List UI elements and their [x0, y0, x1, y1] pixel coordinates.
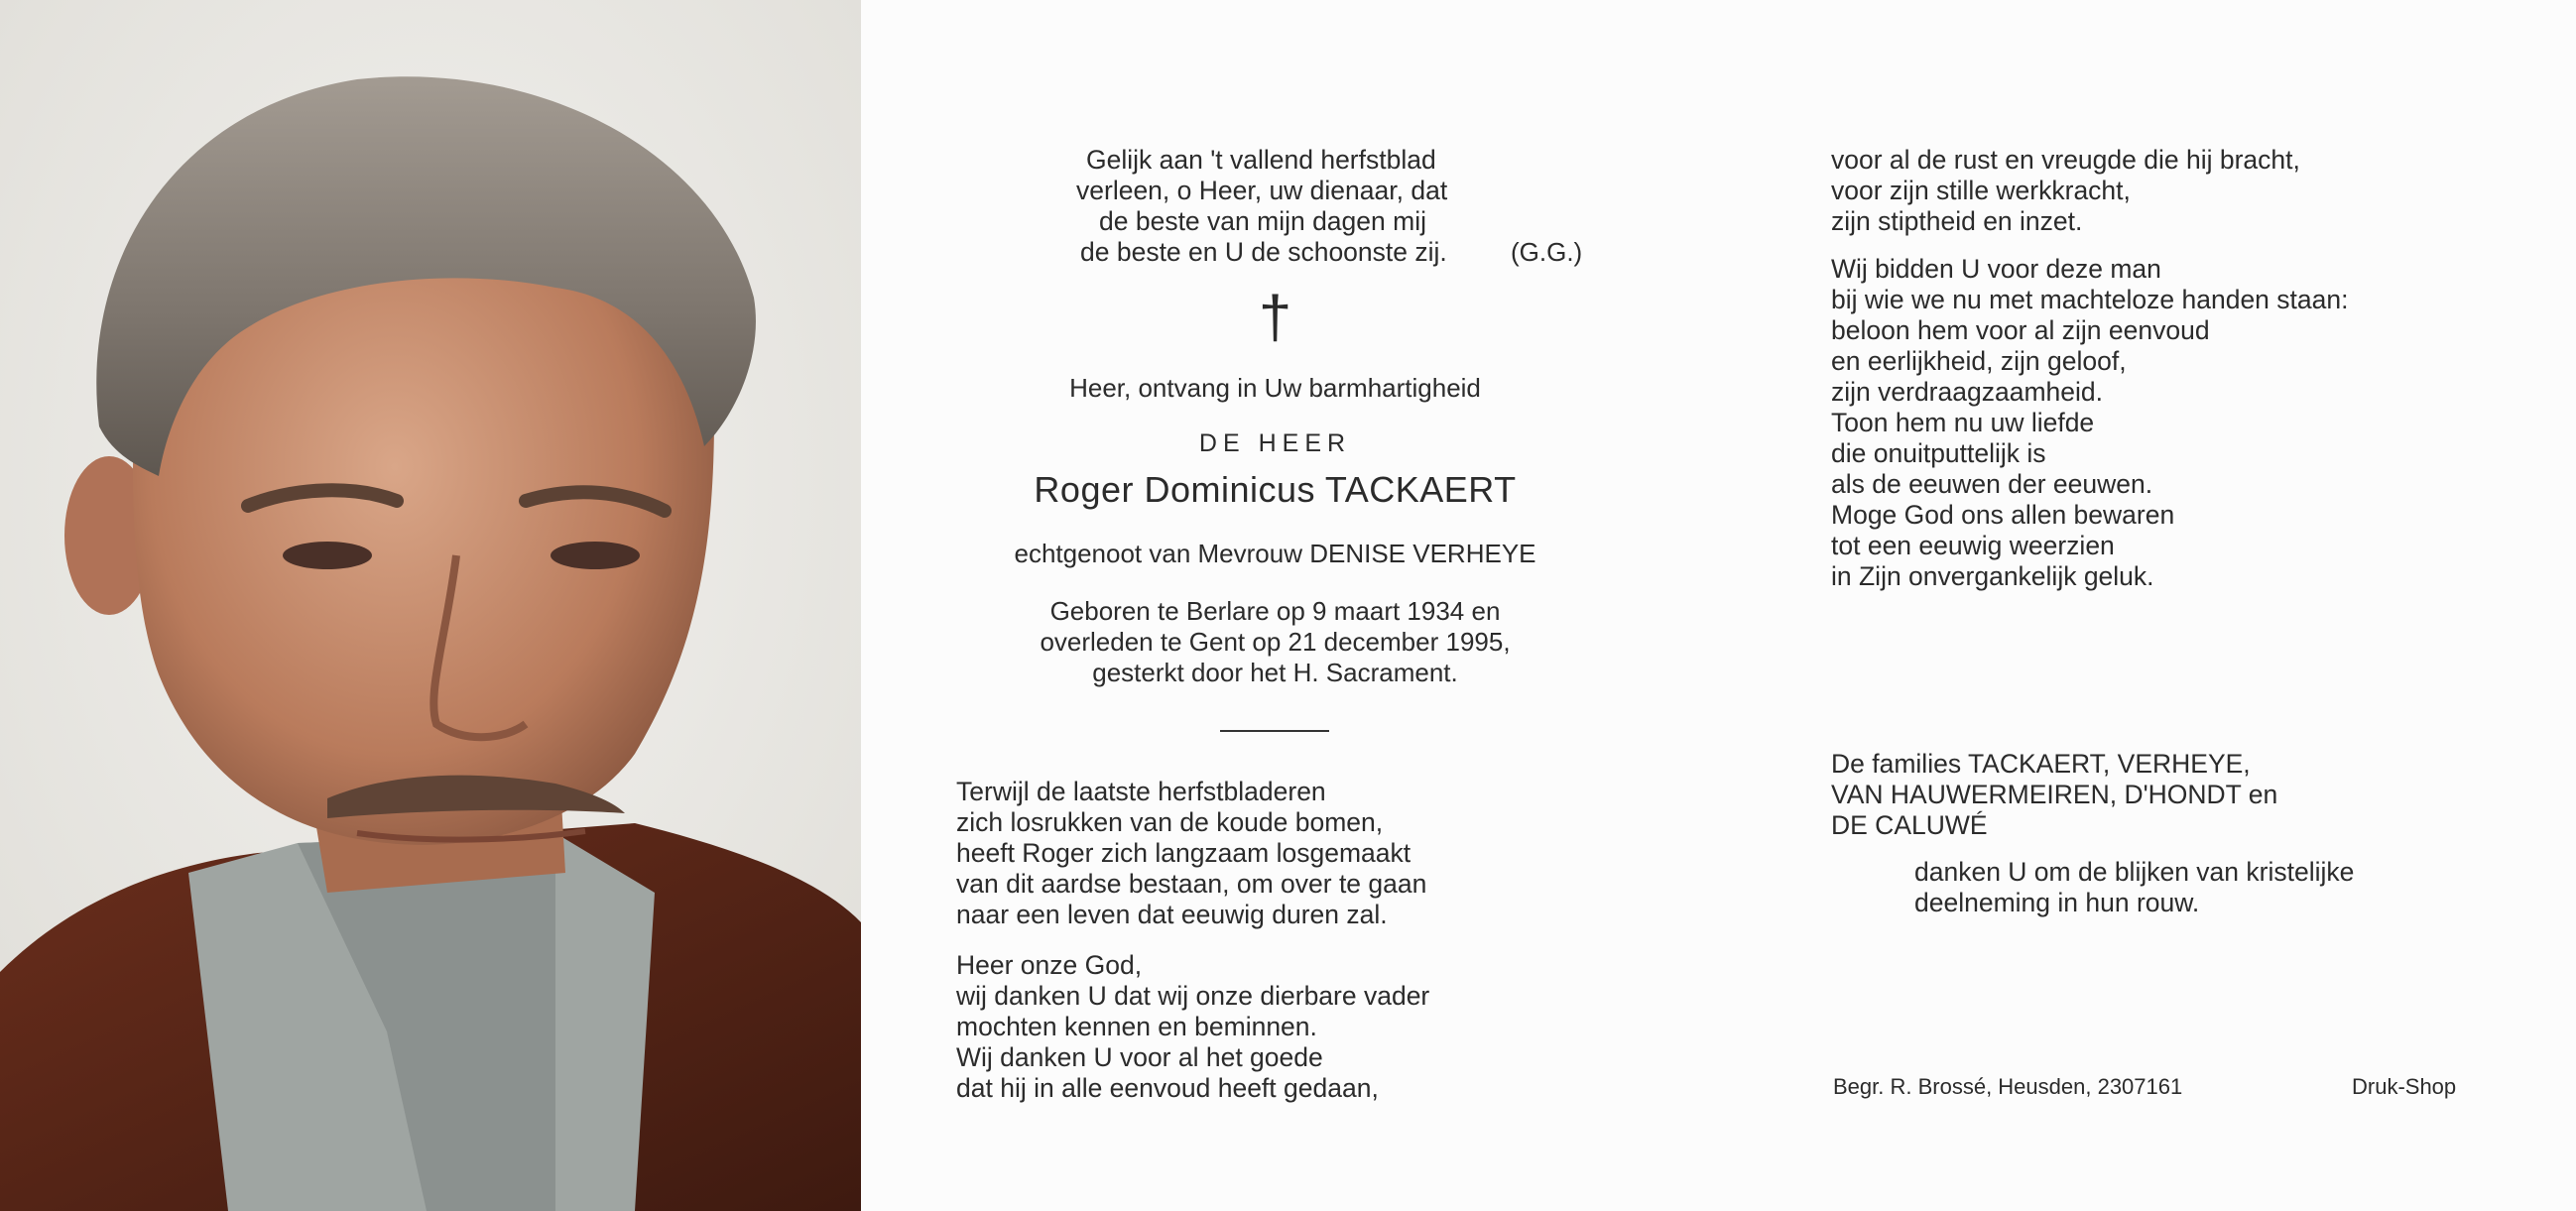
text-line: heeft Roger zich langzaam losgemaakt — [956, 838, 1411, 868]
thanks-block — [1914, 857, 2354, 918]
text-line: als de eeuwen der eeuwen. — [1831, 469, 2153, 499]
families-line: VAN HAUWERMEIREN, D'HONDT en — [1831, 780, 2278, 809]
text-line: Terwijl de laatste herfstbladeren — [956, 777, 1326, 806]
text-line: voor zijn stille werkkracht, — [1831, 176, 2131, 205]
text-line: en eerlijkheid, zijn geloof, — [1831, 346, 2127, 376]
portrait-photo — [0, 0, 861, 1211]
shop-credit: Druk-Shop — [2352, 1074, 2457, 1099]
text-line: voor al de rust en vreugde die hij bracht, — [1831, 145, 2300, 175]
motto-attribution: (G.G.) — [1511, 237, 1583, 267]
birth-line: Geboren te Berlare op 9 maart 1934 en — [1049, 596, 1501, 626]
motto-line: verleen, o Heer, uw dienaar, dat — [1076, 176, 1448, 205]
text-line: zijn stiptheid en inzet. — [1831, 206, 2083, 236]
text-line: beloon hem voor al zijn eenvoud — [1831, 315, 2210, 345]
motto-poem — [1074, 145, 1447, 268]
text-line: naar een leven dat eeuwig duren zal. — [956, 900, 1388, 929]
sacrament-line: gesterkt door het H. Sacrament. — [1092, 658, 1458, 687]
motto-line: de beste van mijn dagen mij — [1099, 206, 1426, 236]
text-line: tot een eeuwig weerzien — [1831, 531, 2115, 560]
printer-credit: Begr. R. Brossé, Heusden, 2307161 — [1833, 1074, 2183, 1099]
thanks-line: danken U om de blijken van kristelijke — [1914, 857, 2355, 887]
text-line: zich losrukken van de koude bomen, — [956, 807, 1384, 837]
paragraph-gratitude — [1831, 145, 2300, 237]
text-line: wij danken U dat wij onze dierbare vader — [956, 981, 1430, 1011]
families-line: DE CALUWÉ — [1831, 810, 1988, 840]
title-de-heer: DE HEER — [1198, 429, 1352, 457]
memorial-card — [861, 0, 2576, 1211]
text-line: in Zijn onvergankelijk geluk. — [1831, 561, 2154, 591]
motto-line: Gelijk aan 't vallend herfstblad — [1086, 145, 1436, 175]
motto-line: de beste en U de schoonste zij. — [1080, 237, 1447, 267]
portrait-image — [0, 0, 861, 1211]
paragraph-intercession — [1831, 254, 2348, 592]
death-line: overleden te Gent op 21 december 1995, — [1040, 627, 1511, 657]
text-line: dat hij in alle eenvoud heeft gedaan, — [956, 1073, 1379, 1103]
text-line: Moge God ons allen bewaren — [1831, 500, 2175, 530]
thanks-line: deelneming in hun rouw. — [1914, 888, 2200, 917]
text-line: Wij danken U voor al het goede — [956, 1042, 1323, 1072]
text-line: Heer onze God, — [956, 950, 1143, 980]
text-line: Toon hem nu uw liefde — [1831, 408, 2095, 437]
families-line: De families TACKAERT, VERHEYE, — [1831, 749, 2251, 779]
prayer-intro: Heer, ontvang in Uw barmhartigheid — [1069, 373, 1481, 403]
paragraph-prayer — [956, 950, 1429, 1104]
deceased-name: Roger Dominicus TACKAERT — [1034, 469, 1517, 510]
text-line: van dit aardse bestaan, om over te gaan — [956, 869, 1427, 899]
text-line: Wij bidden U voor deze man — [1831, 254, 2161, 284]
text-line: mochten kennen en beminnen. — [956, 1012, 1317, 1041]
divider — [1220, 730, 1329, 732]
spouse-line: echtgenoot van Mevrouw DENISE VERHEYE — [1014, 539, 1536, 568]
text-line: bij wie we nu met machteloze handen staan: — [1831, 285, 2349, 314]
text-line: zijn verdraagzaamheid. — [1831, 377, 2103, 407]
paragraph-autumn — [956, 777, 1426, 930]
text-line: die onuitputtelijk is — [1831, 438, 2046, 468]
families-block — [1831, 749, 2277, 841]
cross-icon: † — [1258, 284, 1292, 350]
